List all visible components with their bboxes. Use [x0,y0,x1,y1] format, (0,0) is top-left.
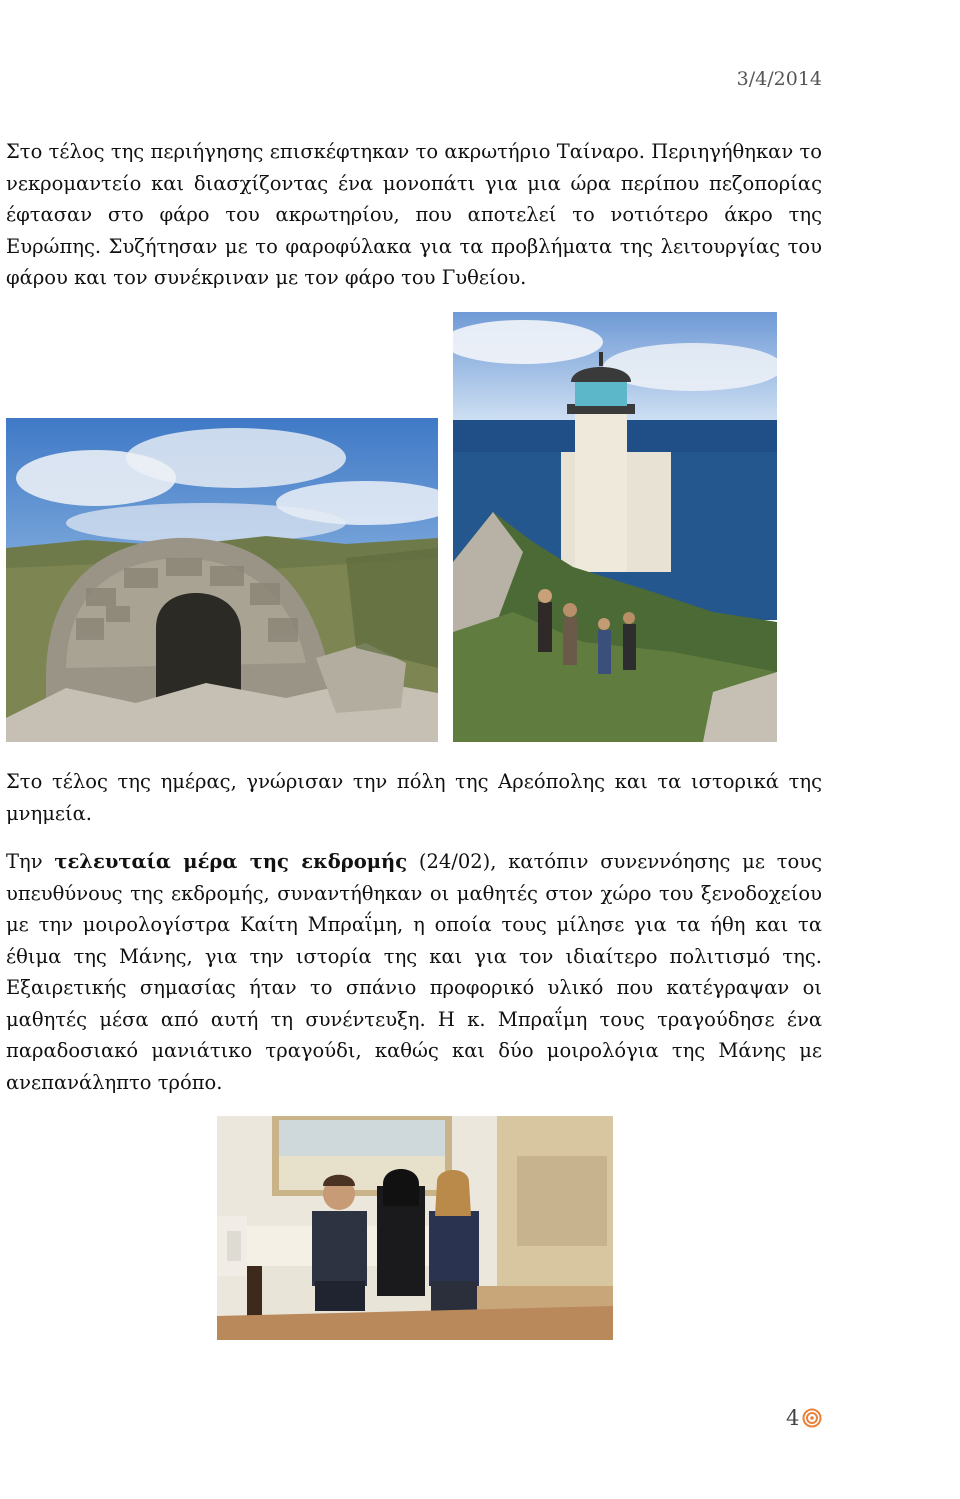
target-icon [802,1408,822,1428]
paragraph-last-day [6,846,822,1098]
paragraph-last-day-bold: τελευταία μέρα της εκδρομής [54,850,408,873]
interview-photo [217,1116,613,1340]
paragraph-last-day-lead: Την [6,850,55,873]
page-date: 3/4/2014 [736,68,822,90]
paragraph-tainaro: Στο τέλος της περιήγησης επισκέφτηκαν το ακρωτήριο Ταίναρο. Περιηγήθηκαν το νεκρομαντείο και διασχίζοντας ένα μονοπάτι για μια ώρα περίπου πεζοπορίας έφτασαν στο φάρο του ακρωτηρίου, που αποτελεί το νοτιότερο άκρο της Ευρώπης. Συζήτησαν με το φαροφύλακα για τα προβλήματα της λειτουργίας του φάρου και τον συνέκριναν με τον φάρο του Γυθείου. [6,140,822,289]
paragraph-areopoli: Στο τέλος της ημέρας, γνώρισαν την πόλη της Αρεόπολης και τα ιστορικά της μνημεία. [6,770,822,825]
paragraph-last-day-rest: (24/02), κατόπιν συνεννόησης με τους υπευθύνους της εκδρομής, συναντήθηκαν οι μαθητές στον χώρο του ξενοδοχείου με την μοιρολογίστρα Καίτη Μπραΐμη, η οποία τους μίλησε για τα ήθη και τα έθιμα της Μάνης, για την ιστορία της και για τον ιδιαίτερο πολιτισμό της. Εξαιρετικής σημασίας ήταν το σπάνιο προφορικό υλικό που κατέγραψαν οι μαθητές μέσα από αυτή τη συνέντευξη. Η κ. Μπραΐμη τους τραγούδησε ένα παραδοσιακό μανιάτικο τραγούδι, καθώς και δύο μοιρολόγια της Μάνης με ανεπανάληπτο τρόπο. [6,850,822,1094]
ruin-photo [6,418,438,742]
lighthouse-photo [453,312,777,742]
page-number: 4 [786,1406,800,1430]
